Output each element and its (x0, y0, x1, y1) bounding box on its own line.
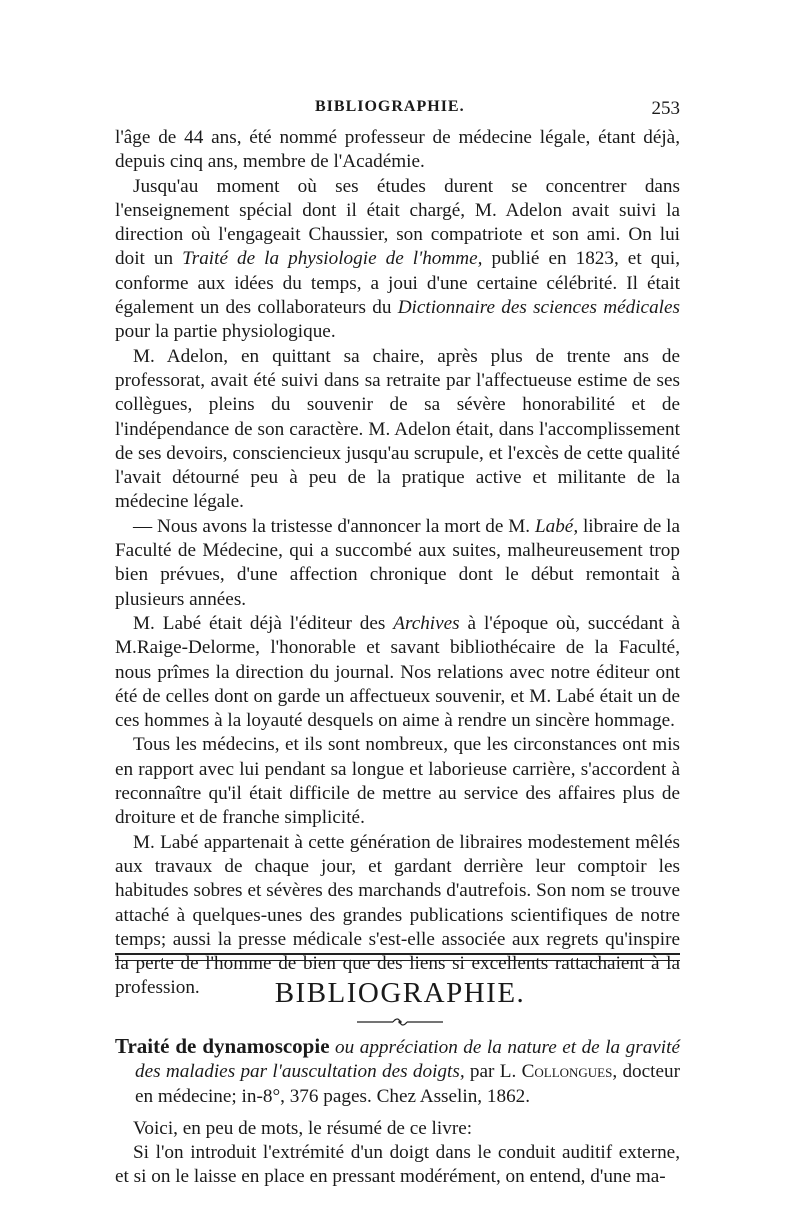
work-title-dictionnaire: Dictionnaire des sciences médicales (397, 297, 680, 319)
paragraph-4-part-b: libraire de la Faculté de Médecine, qui a succombé aux suites, malheureusement trop bien prévues, d'une affection chronique dont le début remontait à plusieurs années. (115, 515, 681, 610)
paragraph-7: M. Labé appartenait à cette génération de libraires modestement mêlés aux travaux de chaque jour, et gardant derrière leur comptoir les habitudes sobres et sévères des marchands d'autrefois. Son nom se trouve attaché à quelques-unes des grandes publications scientifiques de notre temps; aussi la presse médicale s'est-elle associée aux regrets qu'inspire la perte de l'homme de bien que des liens si excellents rattachaient à la profession. (115, 831, 680, 999)
work-title-traite: Traité de la physiologie de l'homme, (182, 248, 483, 270)
book-details: docteur en médecine; in-8°, 376 pages. Chez Asselin, 1862. (135, 1061, 680, 1107)
paragraph-1: l'âge de 44 ans, été nommé professeur de médecine légale, étant déjà, depuis cinq ans, membre de l'Académie. (115, 127, 680, 173)
paragraph-4 (115, 515, 680, 612)
citation-by: par L. (464, 1061, 522, 1083)
journal-title-archives: Archives (393, 612, 460, 634)
book-author: Collongues, (521, 1061, 618, 1083)
book-title: Traité de dynamoscopie (115, 1034, 330, 1058)
paragraph-5-part-b: à l'époque où, succédant à M.Raige-Delorme, l'honorable et savant bibliothécaire de la Faculté, nous prîmes la direction du journal. Nos relations avec notre éditeur ont été de celles dont on garde un affectueux souvenir, et M. Labé était un de ces hommes à la loyauté desquels on aime à rendre un sincère hommage. (115, 612, 680, 732)
paragraph-5 (115, 612, 680, 733)
bibliography-entry (115, 1034, 680, 1190)
paragraph-2-part-a: Jusqu'au moment où ses études durent se concentrer dans l'enseignement spécial dont il était chargé, M. Adelon avait suivi la direction où l'engageait Chaussier, son compatriote et son ami. On lui doit un (115, 175, 680, 270)
paragraph-5-part-a: M. Labé était déjà l'éditeur des (133, 612, 394, 634)
running-title: BIBLIOGRAPHIE. (315, 98, 465, 115)
article-body (115, 126, 680, 1001)
page-number: 253 (651, 98, 680, 119)
review-paragraph-2: Si l'on introduit l'extrémité d'un doigt dans le conduit auditif externe, et si on le laisse en place en pressant modérément, on entend, d'une ma- (115, 1142, 680, 1188)
ornament-divider-icon (355, 1016, 445, 1028)
review-paragraph-1: Voici, en peu de mots, le résumé de ce livre: (133, 1117, 473, 1139)
paragraph-2 (115, 175, 680, 345)
book-subtitle: ou appréciation de la nature et de la gravité des maladies par l'auscultation des doigts, (135, 1037, 680, 1083)
running-head (115, 98, 680, 122)
double-rule-divider (115, 953, 680, 961)
paragraph-3: M. Adelon, en quittant sa chaire, après plus de trente ans de professorat, avait été suivi dans sa retraite par l'affectueuse estime de ses collègues, pleins du souvenir de sa sévère honorabilité et de l'indépendance de son caractère. M. Adelon était, dans l'accomplissement de ses devoirs, consciencieux jusqu'au scrupule, et l'excès de cette qualité l'avait détourné peu à peu de la pratique active et militante de la médecine légale. (115, 345, 680, 513)
paragraph-2-part-c: pour la partie physiologique. (115, 321, 336, 343)
paragraph-4-part-a: — Nous avons la tristesse d'annoncer la mort de M. (133, 515, 535, 537)
section-heading: BIBLIOGRAPHIE. (274, 977, 526, 1009)
book-citation (115, 1034, 680, 1109)
paragraph-2-part-b: publié en 1823, et qui, conforme aux idées du temps, a joui d'une certaine célébrité. Il était également un des collaborateurs du (115, 248, 681, 319)
paragraph-6: Tous les médecins, et ils sont nombreux, que les circonstances ont mis en rapport avec lui pendant sa longue et laborieuse carrière, s'accordent à reconnaître qu'il était difficile de mettre au service des affaires plus de droiture et de franche simplicité. (115, 734, 680, 829)
person-name-labe: Labé, (534, 515, 579, 537)
